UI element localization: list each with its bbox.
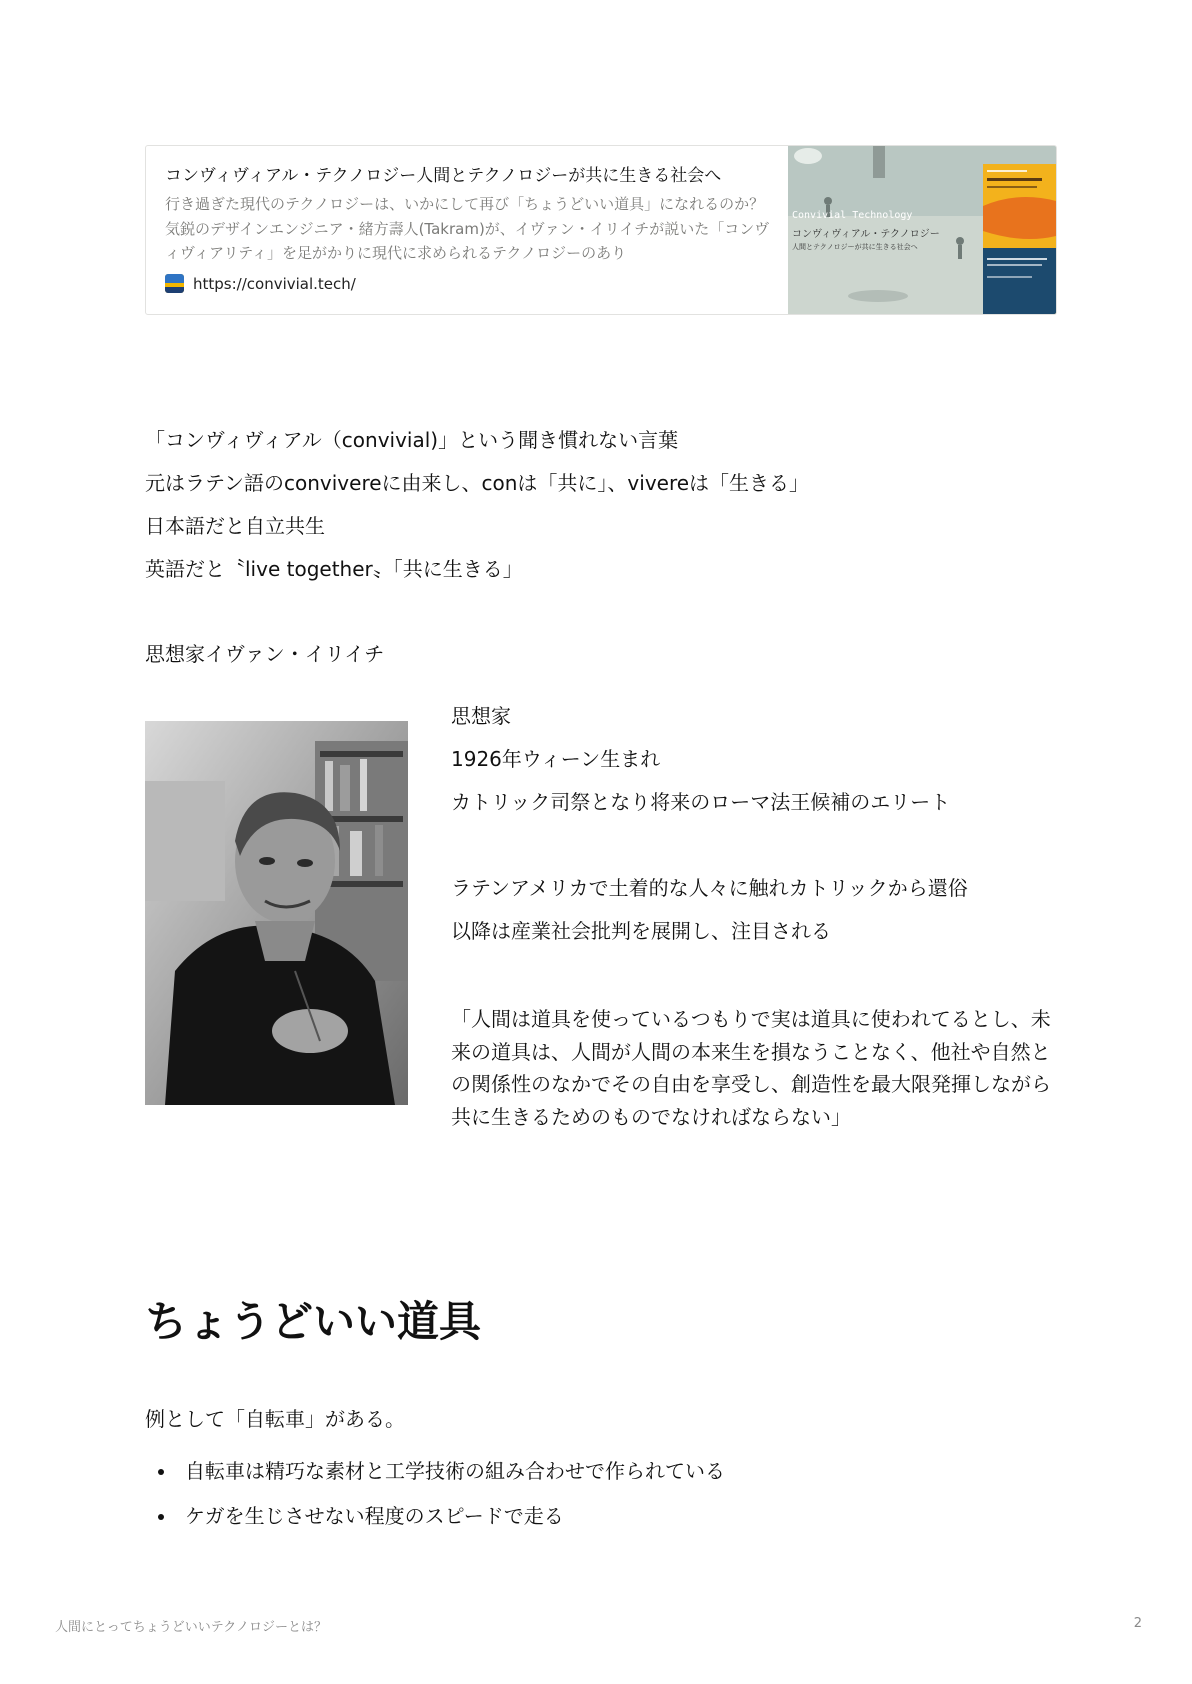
thinker-heading: 思想家イヴァン・イリイチ — [145, 642, 385, 666]
intro-line-etymology: 元はラテン語のconvivereに由来し、conは「共に」、vivereは「生きる」 — [145, 471, 810, 495]
footer-title: 人間にとってちょうどいいテクノロジーとは？ — [55, 1620, 327, 1635]
book-cover-icon — [983, 164, 1056, 314]
bookmark-title: コンヴィヴィアル・テクノロジー人間とテクノロジーが共に生きる社会へ — [165, 166, 722, 186]
list-item: ケガを生じさせない程度のスピードで走る — [145, 1494, 725, 1539]
thumbnail-tagline: 人間とテクノロジーが共に生きる社会へ — [792, 243, 918, 251]
intro-line-english: 英語だと〝live together〟「共に生きる」 — [145, 557, 523, 581]
site-favicon-icon — [165, 274, 184, 293]
profile-latin-america: ラテンアメリカで土着的な人々に触れカトリックから還俗 — [451, 876, 968, 900]
bookmark-url[interactable]: https://convivial.tech/ — [193, 274, 356, 293]
profile-role: 思想家 — [451, 704, 511, 728]
portrait-photo — [145, 721, 408, 1105]
thumbnail-heading: Convivial Technology — [792, 210, 913, 221]
link-bookmark-card[interactable] — [145, 145, 1057, 315]
illich-quote: 「人間は道具を使っているつもりで実は道具に使われてるとし、未来の道具は、人間が人間の本来生を損なうことなく、他社や自然との関係性のなかでその自由を享受し、創造性を最大限発揮しながら共に生きるためのものでなければならない」 — [451, 1007, 1051, 1129]
list-item: 自転車は精巧な素材と工学技術の組み合わせで作られている — [145, 1449, 725, 1494]
intro-line-convivial: 「コンヴィヴィアル（convivial)」という聞き慣れない言葉 — [145, 428, 679, 452]
bookmark-description: 行き過ぎた現代のテクノロジーは、いかにして再び「ちょうどいい道具」になれるのか？気鋭のデザインエンジニア・緒方壽人(Takram)が、イヴァン・イリイチが説いた「コンヴィヴィアリティ」を足がかりに現代に求められるテクノロジーのあり — [165, 195, 770, 262]
thumbnail-subtitle: コンヴィヴィアル・テクノロジー — [792, 229, 940, 240]
intro-line-japanese: 日本語だと自立共生 — [145, 514, 325, 538]
bookmark-url-row[interactable] — [165, 274, 770, 293]
bullet-list — [145, 1449, 725, 1539]
section-heading: ちょうどいい道具 — [145, 1297, 482, 1346]
bookmark-thumbnail — [788, 146, 1056, 314]
thumbnail-image — [788, 146, 1056, 314]
section-example: 例として「自転車」がある。 — [145, 1407, 405, 1431]
profile-born: 1926年ウィーン生まれ — [451, 747, 661, 771]
bookmark-text — [146, 146, 788, 314]
page-number: 2 — [1133, 1616, 1142, 1631]
profile-career: カトリック司祭となり将来のローマ法王候補のエリート — [451, 790, 951, 814]
profile-after: 以降は産業社会批判を展開し、注目される — [451, 919, 831, 943]
